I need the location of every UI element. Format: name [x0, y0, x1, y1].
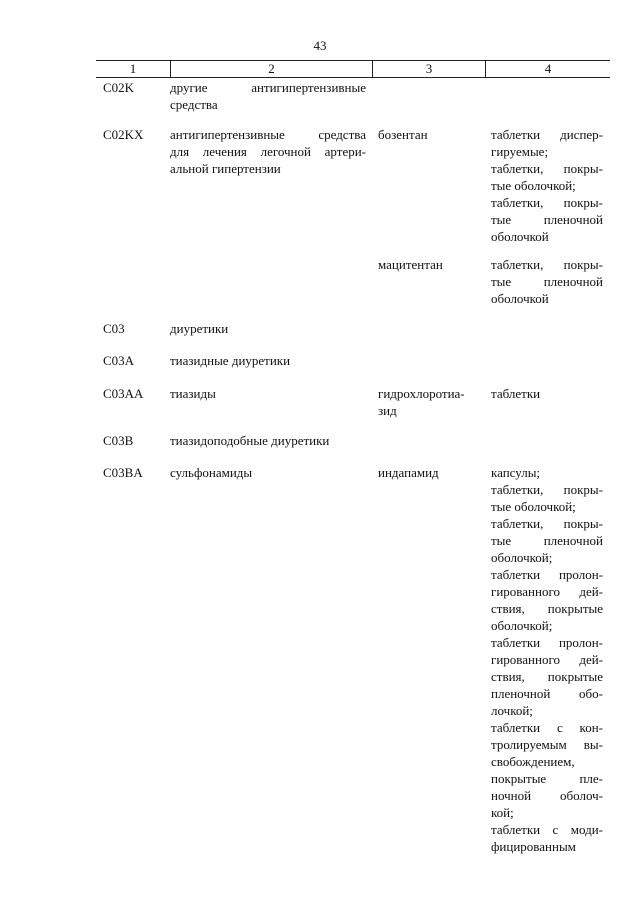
dosage-form-line: свобождением, — [491, 754, 575, 769]
dosage-form-line: оболочкой; — [491, 618, 553, 633]
atc-code: C03A — [103, 353, 135, 368]
dosage-form-line: лочкой; — [491, 703, 533, 718]
dosage-form-line: тые оболочкой; — [491, 178, 576, 193]
anatomical-group-name-line: другие антигипертензивные — [170, 80, 366, 95]
dosage-form — [491, 385, 603, 402]
dosage-form-line: таблетки пролон- — [491, 635, 603, 650]
dosage-form-line: тые пленочной — [491, 533, 603, 548]
dosage-form-line: таблетки — [491, 386, 541, 401]
header-col-4: 4 — [544, 61, 552, 76]
atc-code: C02K — [103, 80, 135, 95]
anatomical-group-name-line: тиазиды — [170, 386, 216, 401]
page-number: 43 — [313, 38, 327, 53]
anatomical-group-name — [170, 79, 366, 113]
anatomical-group-name-line: тиазидные диуретики — [170, 353, 291, 368]
header-col-1: 1 — [129, 61, 137, 76]
table-header — [96, 60, 610, 78]
atc-code: C03 — [103, 321, 125, 336]
anatomical-group-name-line: тиазидоподобные диуретики — [170, 433, 330, 448]
dosage-form-line: покрытые пле- — [491, 771, 603, 786]
substance-name — [378, 385, 483, 419]
dosage-form-line: тролируемым вы- — [491, 737, 603, 752]
atc-code: C03BA — [103, 465, 143, 480]
substance-name-line: зид — [378, 403, 397, 418]
atc-code: C02KX — [103, 127, 144, 142]
substance-name — [378, 256, 483, 273]
anatomical-group-name — [170, 432, 366, 449]
anatomical-group-name-line: диуретики — [170, 321, 229, 336]
dosage-form-line: гируемые; — [491, 144, 549, 159]
substance-name-line: индапамид — [378, 465, 439, 480]
substance-name-line: гидрохлоротиа- — [378, 386, 465, 401]
header-col-3: 3 — [425, 61, 433, 76]
anatomical-group-name — [170, 464, 366, 481]
dosage-form-line: таблетки, покры- — [491, 195, 603, 210]
dosage-form — [491, 464, 603, 855]
dosage-form-line: таблетки диспер- — [491, 127, 603, 142]
dosage-form — [491, 126, 603, 245]
substance-name-line: мацитентан — [378, 257, 443, 272]
anatomical-group-name — [170, 126, 366, 177]
anatomical-group-name-line: сульфонамиды — [170, 465, 253, 480]
dosage-form-line: оболочкой — [491, 229, 549, 244]
anatomical-group-name-line: антигипертензивные средства — [170, 127, 366, 142]
anatomical-group-name-line: средства — [170, 97, 218, 112]
substance-name — [378, 464, 483, 481]
dosage-form-line: ночной оболоч- — [491, 788, 603, 803]
anatomical-group-name — [170, 320, 366, 337]
dosage-form-line: таблетки, покры- — [491, 257, 603, 272]
header-col-2: 2 — [268, 61, 275, 76]
dosage-form-line: таблетки, покры- — [491, 516, 603, 531]
dosage-form-line: ствия, покрытые — [491, 669, 603, 684]
atc-code: C03B — [103, 433, 134, 448]
anatomical-group-name-line: для лечения легочной артери- — [170, 144, 366, 159]
dosage-form-line: ствия, покрытые — [491, 601, 603, 616]
substance-name — [378, 126, 483, 143]
dosage-form-line: кой; — [491, 805, 514, 820]
dosage-form — [491, 256, 603, 307]
dosage-form-line: таблетки с моди- — [491, 822, 603, 837]
dosage-form-line: тые оболочкой; — [491, 499, 576, 514]
dosage-form-line: оболочкой — [491, 291, 549, 306]
dosage-form-line: таблетки с кон- — [491, 720, 603, 735]
dosage-form-line: тые пленочной — [491, 212, 603, 227]
dosage-form-line: тые пленочной — [491, 274, 603, 289]
substance-name-line: бозентан — [378, 127, 428, 142]
dosage-form-line: таблетки, покры- — [491, 161, 603, 176]
dosage-form-line: гированного дей- — [491, 652, 603, 667]
dosage-form-line: таблетки пролон- — [491, 567, 603, 582]
atc-code: C03AA — [103, 386, 144, 401]
anatomical-group-name-line: альной гипертензии — [170, 161, 281, 176]
anatomical-group-name — [170, 352, 366, 369]
dosage-form-line: фицированным — [491, 839, 576, 854]
dosage-form-line: оболочкой; — [491, 550, 553, 565]
dosage-form-line: пленочной обо- — [491, 686, 603, 701]
dosage-form-line: таблетки, покры- — [491, 482, 603, 497]
dosage-form-line: гированного дей- — [491, 584, 603, 599]
dosage-form-line: капсулы; — [491, 465, 541, 480]
anatomical-group-name — [170, 385, 366, 402]
